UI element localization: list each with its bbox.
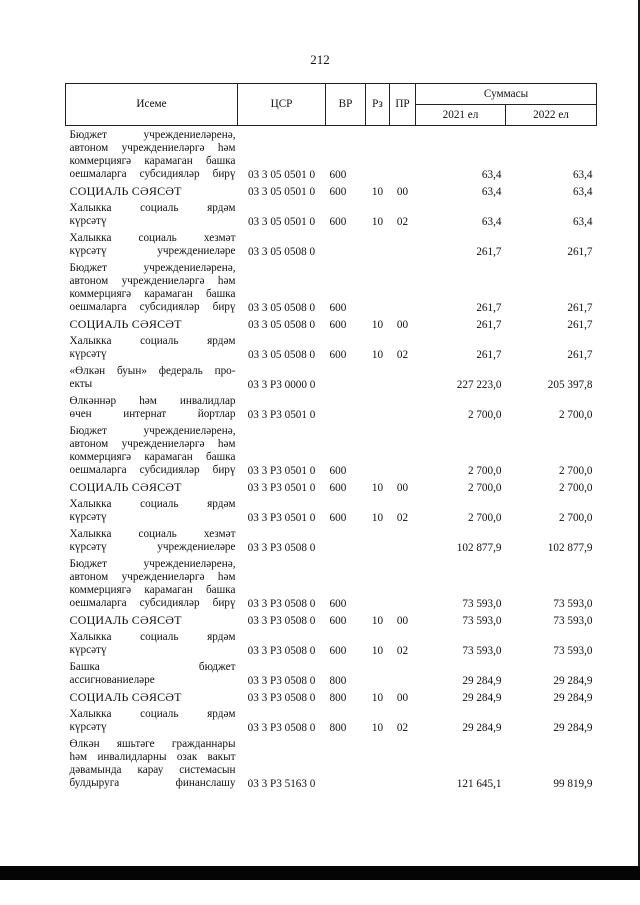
row-name-line: оешмаларга субсидияләр бирү <box>69 301 236 313</box>
row-rz <box>366 658 390 688</box>
row-name-line: Халыкка социаль хезмәт <box>69 232 236 244</box>
row-csr: 03 3 05 0501 0 <box>247 169 316 181</box>
row-sum-2021: 29 284,9 <box>462 722 502 734</box>
row-vr: 800 <box>329 675 347 687</box>
table-row <box>66 392 597 422</box>
row-sum-2021: 261,7 <box>476 246 502 258</box>
row-sum-2021: 102 877,9 <box>456 542 502 554</box>
row-name <box>66 332 238 362</box>
table-row <box>66 555 597 611</box>
row-name-line: күрсәтү <box>69 215 107 227</box>
row-rz: 10 <box>371 512 384 524</box>
row-sum-2022: 2 700,0 <box>558 465 593 477</box>
row-vr: 800 <box>329 692 347 704</box>
row-pr <box>390 392 416 422</box>
budget-table <box>65 83 597 791</box>
row-pr <box>390 555 416 611</box>
row-csr: 03 3 P3 0000 0 <box>247 379 316 391</box>
row-pr <box>390 362 416 392</box>
row-sum-2022: 73 593,0 <box>553 615 593 627</box>
row-sum-2022: 2 700,0 <box>558 482 593 494</box>
row-vr: 600 <box>329 319 347 331</box>
header-csr: ЦСР <box>238 84 326 126</box>
row-name <box>66 182 238 199</box>
row-sum-2021: 227 223,0 <box>456 379 502 391</box>
header-vr: ВР <box>326 84 366 126</box>
row-pr <box>390 658 416 688</box>
row-rz <box>366 392 390 422</box>
table-row <box>66 525 597 555</box>
row-vr: 600 <box>329 645 347 657</box>
row-name-line: күрсәтү <box>69 721 107 733</box>
row-name-line: Бюджет учреждениеләренә, <box>69 558 236 570</box>
row-csr: 03 3 05 0508 0 <box>247 302 316 314</box>
row-rz: 10 <box>371 349 384 361</box>
row-name <box>66 628 238 658</box>
row-pr: 00 <box>396 615 409 627</box>
row-name <box>66 658 238 688</box>
row-name-line: СОЦИАЛЬ СӘЯСӘТ <box>69 480 182 494</box>
row-name <box>66 478 238 495</box>
row-sum-2022: 29 284,9 <box>553 675 593 687</box>
row-name-line: Халыкка социаль ярдәм <box>69 631 236 643</box>
row-name <box>66 525 238 555</box>
row-name-line: коммерциягә карамаган башка <box>69 584 236 596</box>
row-sum-2021: 2 700,0 <box>467 482 502 494</box>
row-name <box>66 229 238 259</box>
header-year-2021: 2021 ел <box>416 105 506 126</box>
row-vr: 600 <box>329 482 347 494</box>
table-row <box>66 315 597 332</box>
row-rz <box>366 229 390 259</box>
row-rz: 10 <box>371 216 384 228</box>
row-name-line: автоном учреждениеләргә һәм <box>69 438 236 450</box>
row-rz: 10 <box>371 482 384 494</box>
row-pr <box>390 229 416 259</box>
row-sum-2021: 2 700,0 <box>467 409 502 421</box>
row-name-line: Халыкка социаль хезмәт <box>69 528 236 540</box>
row-name-line: Халыкка социаль ярдәм <box>69 708 236 720</box>
row-name-line: автоном учреждениеләргә һәм <box>69 142 236 154</box>
row-sum-2022: 73 593,0 <box>553 598 593 610</box>
row-csr: 03 3 05 0508 0 <box>247 319 316 331</box>
row-csr: 03 3 P3 0508 0 <box>247 645 316 657</box>
row-name <box>66 199 238 229</box>
row-sum-2022: 29 284,9 <box>553 692 593 704</box>
row-name-line: коммерциягә карамаган башка <box>69 155 236 167</box>
page-number: 212 <box>310 52 330 67</box>
row-sum-2021: 121 645,1 <box>456 778 502 790</box>
table-row <box>66 628 597 658</box>
row-name-line: автоном учреждениеләргә һәм <box>69 571 236 583</box>
row-name-line: һәм инвалидларны озак вакыт <box>69 751 236 763</box>
row-csr: 03 3 05 0501 0 <box>247 216 316 228</box>
row-sum-2021: 261,7 <box>476 302 502 314</box>
row-pr: 00 <box>396 482 409 494</box>
row-name-line: СОЦИАЛЬ СӘЯСӘТ <box>69 184 182 198</box>
row-sum-2021: 2 700,0 <box>467 465 502 477</box>
row-sum-2022: 63,4 <box>572 186 593 198</box>
table-row <box>66 332 597 362</box>
row-pr: 00 <box>396 186 409 198</box>
table-row <box>66 422 597 478</box>
row-name-line: күрсәтү учреждениеләре <box>69 245 236 257</box>
row-sum-2022: 261,7 <box>567 302 593 314</box>
row-sum-2021: 2 700,0 <box>467 512 502 524</box>
row-vr: 600 <box>329 598 347 610</box>
row-vr: 600 <box>329 216 347 228</box>
row-name-line: күрсәтү учреждениеләре <box>69 541 236 553</box>
row-name-line: автоном учреждениеләргә һәм <box>69 275 236 287</box>
row-pr: 02 <box>396 512 409 524</box>
row-sum-2022: 205 397,8 <box>547 379 593 391</box>
row-sum-2022: 261,7 <box>567 349 593 361</box>
row-sum-2022: 63,4 <box>572 216 593 228</box>
row-sum-2021: 63,4 <box>481 169 502 181</box>
row-name <box>66 705 238 735</box>
row-sum-2021: 73 593,0 <box>462 645 502 657</box>
row-rz <box>366 259 390 315</box>
row-sum-2021: 73 593,0 <box>462 598 502 610</box>
row-pr <box>390 735 416 791</box>
row-name-line: оешмаларга субсидияләр бирү <box>69 597 236 609</box>
row-pr: 02 <box>396 216 409 228</box>
row-pr <box>390 259 416 315</box>
row-name <box>66 495 238 525</box>
row-sum-2021: 261,7 <box>476 319 502 331</box>
row-vr <box>326 362 366 392</box>
table-row <box>66 611 597 628</box>
row-csr: 03 3 05 0508 0 <box>247 349 316 361</box>
row-rz: 10 <box>371 645 384 657</box>
row-name <box>66 688 238 705</box>
row-name-line: Башка бюджет <box>69 661 236 673</box>
table-row <box>66 495 597 525</box>
row-rz: 10 <box>371 722 384 734</box>
row-sum-2021: 63,4 <box>481 216 502 228</box>
row-csr: 03 3 05 0501 0 <box>247 186 316 198</box>
row-name-line: СОЦИАЛЬ СӘЯСӘТ <box>69 690 182 704</box>
row-csr: 03 3 P3 0508 0 <box>247 598 316 610</box>
row-name <box>66 611 238 628</box>
row-csr: 03 3 P3 0501 0 <box>247 482 316 494</box>
row-name <box>66 259 238 315</box>
row-pr: 02 <box>396 722 409 734</box>
row-name-line: Өлкән яшьтәге гражданнары <box>69 738 236 750</box>
row-name-line: Бюджет учреждениеләренә, <box>69 129 236 141</box>
row-sum-2022: 2 700,0 <box>558 409 593 421</box>
table-row <box>66 705 597 735</box>
row-rz: 10 <box>371 615 384 627</box>
row-pr: 02 <box>396 645 409 657</box>
row-rz <box>366 555 390 611</box>
row-name-line: ассигнованиеләре <box>69 674 155 686</box>
row-sum-2021: 63,4 <box>481 186 502 198</box>
row-sum-2022: 261,7 <box>567 246 593 258</box>
row-rz: 10 <box>371 186 384 198</box>
row-rz <box>366 126 390 183</box>
row-name-line: коммерциягә карамаган башка <box>69 451 236 463</box>
row-name-line: күрсәтү <box>69 348 107 360</box>
row-csr: 03 3 05 0508 0 <box>247 246 316 258</box>
table-header <box>66 84 597 126</box>
row-csr: 03 3 P3 5163 0 <box>247 778 316 790</box>
row-pr: 00 <box>396 319 409 331</box>
row-name-line: Халыкка социаль ярдәм <box>69 498 236 510</box>
table-row <box>66 199 597 229</box>
row-rz: 10 <box>371 319 384 331</box>
row-name <box>66 362 238 392</box>
row-vr: 600 <box>329 186 347 198</box>
row-csr: 03 3 P3 0501 0 <box>247 465 316 477</box>
row-vr <box>326 735 366 791</box>
header-name: Исеме <box>66 84 238 126</box>
header-pr: ПР <box>390 84 416 126</box>
row-sum-2022: 261,7 <box>567 319 593 331</box>
row-name <box>66 392 238 422</box>
row-name-line: Халыкка социаль ярдәм <box>69 335 236 347</box>
row-rz: 10 <box>371 692 384 704</box>
row-name-line: булдыруга финанслашу <box>69 777 236 789</box>
row-pr <box>390 126 416 183</box>
row-vr: 600 <box>329 615 347 627</box>
row-vr: 600 <box>329 465 347 477</box>
row-name <box>66 315 238 332</box>
row-rz <box>366 735 390 791</box>
row-csr: 03 3 P3 0508 0 <box>247 692 316 704</box>
header-rz: Рз <box>366 84 390 126</box>
table-row <box>66 362 597 392</box>
row-name-line: СОЦИАЛЬ СӘЯСӘТ <box>69 317 182 331</box>
table-row <box>66 658 597 688</box>
row-sum-2022: 63,4 <box>572 169 593 181</box>
row-pr <box>390 422 416 478</box>
row-pr: 02 <box>396 349 409 361</box>
row-vr <box>326 392 366 422</box>
row-csr: 03 3 P3 0508 0 <box>247 542 316 554</box>
row-name-line: күрсәтү <box>69 511 107 523</box>
table-body <box>66 126 597 792</box>
row-name-line: оешмаларга субсидияләр бирү <box>69 168 236 180</box>
row-name-line: дәвамында карау системасын <box>69 764 236 776</box>
row-name-line: «Өлкән буын» федераль про- <box>69 365 236 377</box>
row-name-line: Өлкәннәр һәм инвалидлар <box>69 395 236 407</box>
header-sums: Суммасы <box>416 84 597 105</box>
row-rz <box>366 362 390 392</box>
row-vr <box>326 525 366 555</box>
row-name-line: Бюджет учреждениеләренә, <box>69 425 236 437</box>
row-name <box>66 555 238 611</box>
row-vr: 600 <box>329 302 347 314</box>
row-vr: 600 <box>329 349 347 361</box>
row-name-line: Бюджет учреждениеләренә, <box>69 262 236 274</box>
row-csr: 03 3 P3 0501 0 <box>247 512 316 524</box>
table-row <box>66 688 597 705</box>
row-name <box>66 126 238 183</box>
scan-bottom-bar <box>0 866 640 880</box>
row-sum-2022: 102 877,9 <box>547 542 593 554</box>
row-vr: 800 <box>329 722 347 734</box>
row-vr <box>326 229 366 259</box>
row-pr: 00 <box>396 692 409 704</box>
row-name-line: коммерциягә карамаган башка <box>69 288 236 300</box>
table-row <box>66 735 597 791</box>
row-name-line: СОЦИАЛЬ СӘЯСӘТ <box>69 613 182 627</box>
row-sum-2022: 99 819,9 <box>553 778 593 790</box>
row-csr: 03 3 P3 0508 0 <box>247 722 316 734</box>
row-name-line: оешмаларга субсидияләр бирү <box>69 464 236 476</box>
row-sum-2021: 261,7 <box>476 349 502 361</box>
row-rz <box>366 422 390 478</box>
table-row <box>66 229 597 259</box>
row-csr: 03 3 P3 0508 0 <box>247 675 316 687</box>
table-row <box>66 259 597 315</box>
row-sum-2022: 29 284,9 <box>553 722 593 734</box>
table-row <box>66 126 597 183</box>
row-name <box>66 735 238 791</box>
row-sum-2022: 73 593,0 <box>553 645 593 657</box>
row-name-line: күрсәтү <box>69 644 107 656</box>
row-vr: 600 <box>329 512 347 524</box>
row-name-line: өчен интернат йортлар <box>69 408 236 420</box>
row-sum-2021: 29 284,9 <box>462 692 502 704</box>
row-sum-2021: 73 593,0 <box>462 615 502 627</box>
table-row <box>66 182 597 199</box>
row-name-line: екты <box>69 378 93 390</box>
table-row <box>66 478 597 495</box>
row-csr: 03 3 P3 0508 0 <box>247 615 316 627</box>
row-vr: 600 <box>329 169 347 181</box>
row-sum-2021: 29 284,9 <box>462 675 502 687</box>
header-year-2022: 2022 ел <box>506 105 597 126</box>
row-pr <box>390 525 416 555</box>
row-name-line: Халыкка социаль ярдәм <box>69 202 236 214</box>
row-csr: 03 3 P3 0501 0 <box>247 409 316 421</box>
row-sum-2022: 2 700,0 <box>558 512 593 524</box>
row-rz <box>366 525 390 555</box>
row-name <box>66 422 238 478</box>
